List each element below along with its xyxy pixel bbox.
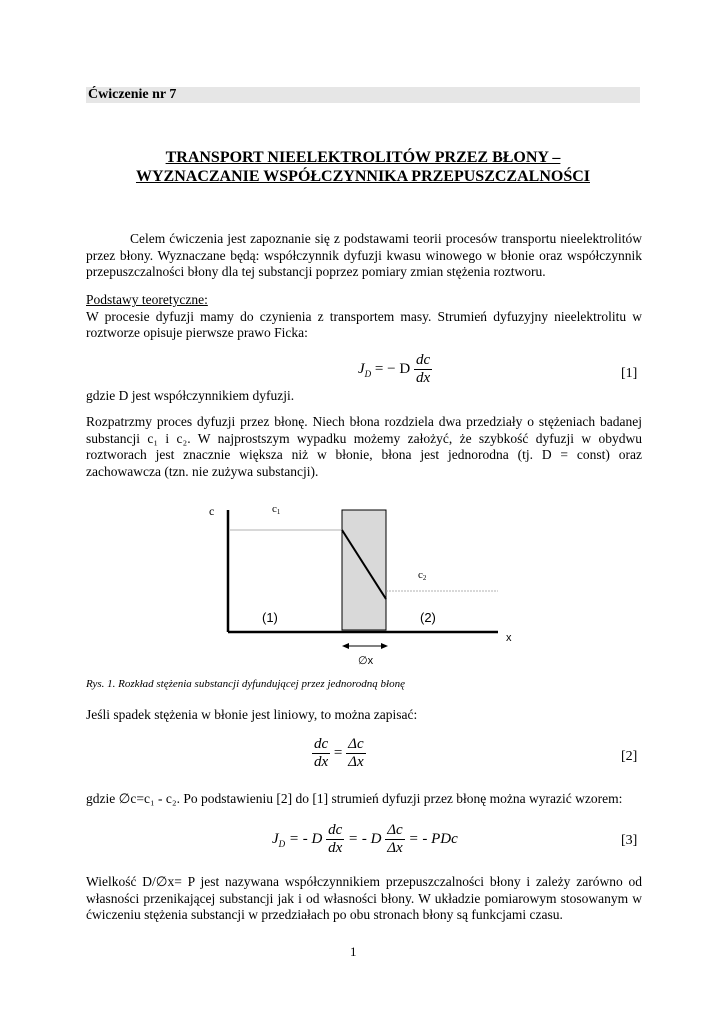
eq2-numerator-2: Δc bbox=[348, 736, 364, 752]
eq3-operator-2: = - D bbox=[348, 830, 382, 847]
x-axis-label: x bbox=[506, 632, 512, 644]
eq1-denominator: dx bbox=[415, 370, 431, 386]
c1-label: c1 bbox=[272, 503, 281, 516]
thickness-arrow-left-head bbox=[342, 643, 349, 649]
eq1-lhs: J bbox=[358, 360, 365, 377]
eq1-operator: = − D bbox=[374, 360, 411, 377]
eq2-numerator-1: dc bbox=[314, 736, 329, 752]
theory-text: W procesie dyfuzji mamy do czynienia z transportem masy. Strumień dyfuzyjny nieelektrolitu w roztworze opisuje pierwsze prawo Ficka: bbox=[86, 308, 642, 341]
eq1-fraction bbox=[414, 352, 432, 387]
exercise-header: Ćwiczenie nr 7 bbox=[86, 87, 640, 103]
membrane-rect bbox=[342, 510, 386, 630]
c2-label: c2 bbox=[418, 569, 427, 582]
eq3-lhs: J bbox=[272, 830, 279, 847]
after-eq2: gdzie ∅c=c₁ - c₂. Po podstawieniu [2] do [1] strumień dyfuzji przez błonę można wyrazić wzorem: bbox=[86, 791, 623, 806]
title-line-1: TRANSPORT NIEELEKTROLITÓW PRZEZ BŁONY – bbox=[165, 149, 561, 166]
eq3-fraction-1 bbox=[326, 822, 344, 857]
page-number: 1 bbox=[350, 944, 357, 959]
theory-heading: Podstawy teoretyczne: bbox=[86, 292, 208, 307]
diffusion-paragraph: Rozpatrzmy proces dyfuzji przez błonę. Niech błona rozdziela dwa przedziały o stężeniach badanej substancji c₁ i c₂. W najprostszym wypadku możemy założyć, że szybkość dyfuzji w obydwu roztworach jest znacznie większa niż w błonie, błona jest jednorodna (tj. D = const) oraz zachowawcza (tzn. nie zużywa substancji). bbox=[86, 414, 642, 479]
eq1-numerator: dc bbox=[415, 352, 431, 368]
figure-caption: Rys. 1. Rozkład stężenia substancji dyfundującej przez jednorodną błonę bbox=[86, 678, 405, 690]
eq2-denominator-2: Δx bbox=[348, 754, 364, 770]
title-line-2: WYZNACZANIE WSPÓŁCZYNNIKA PRZEPUSZCZALNOŚCI bbox=[135, 168, 590, 185]
equation-3-label: [3] bbox=[621, 833, 638, 848]
equation-1-label: [1] bbox=[621, 366, 638, 381]
eq3-fraction-2 bbox=[385, 822, 404, 857]
equation-3 bbox=[272, 822, 458, 857]
region-2-label: (2) bbox=[420, 610, 436, 625]
eq3-denominator-2: Δx bbox=[387, 840, 403, 856]
eq3-denominator-1: dx bbox=[328, 840, 343, 856]
eq3-numerator-1: dc bbox=[328, 822, 343, 838]
eq2-denominator-1: dx bbox=[314, 754, 329, 770]
y-axis-label: c bbox=[209, 504, 215, 518]
eq2-fraction-1 bbox=[312, 736, 330, 771]
eq3-operator-1: = - D bbox=[288, 830, 323, 847]
region-1-label: (1) bbox=[262, 610, 278, 625]
eq3-sub: D bbox=[278, 838, 286, 849]
after-eq1: gdzie D jest współczynnikiem dyfuzji. bbox=[86, 388, 295, 403]
thickness-label: ∅x bbox=[358, 655, 374, 667]
equation-2 bbox=[312, 736, 366, 771]
intro-paragraph bbox=[86, 231, 642, 281]
final-paragraph: Wielkość D/∅x= P jest nazywana współczynnikiem przepuszczalności błony i zależy zarówno od własności przenikającej substancji jak i od własności błony. W układzie pomiarowym stosowanym w ćwiczeniu stężenia substancji w przedziałach po obu stronach błony są funkcjami czasu. bbox=[86, 874, 642, 923]
intro-text: Celem ćwiczenia jest zapoznanie się z podstawami teorii procesów transportu nieelektrolitów przez błony. Wyznaczane będą: współczynnik dyfuzji kwasu winowego w błonie oraz współczynnik przepuszczalności błony dla tej substancji poprzez pomiary zmian stężenia roztworu. bbox=[86, 231, 642, 280]
equation-1 bbox=[358, 352, 432, 387]
eq2-fraction-2 bbox=[346, 736, 365, 771]
eq2-operator: = bbox=[333, 744, 343, 761]
eq3-numerator-2: Δc bbox=[387, 822, 403, 838]
eq1-sub: D bbox=[364, 368, 372, 379]
equation-2-label: [2] bbox=[621, 749, 638, 764]
theory-section bbox=[86, 292, 642, 342]
thickness-arrow-right-head bbox=[381, 643, 388, 649]
linear-text: Jeśli spadek stężenia w błonie jest liniowy, to można zapisać: bbox=[86, 707, 418, 722]
concentration-figure bbox=[200, 496, 530, 671]
eq3-operator-3: = - PDc bbox=[408, 830, 458, 847]
document-title bbox=[86, 148, 640, 186]
